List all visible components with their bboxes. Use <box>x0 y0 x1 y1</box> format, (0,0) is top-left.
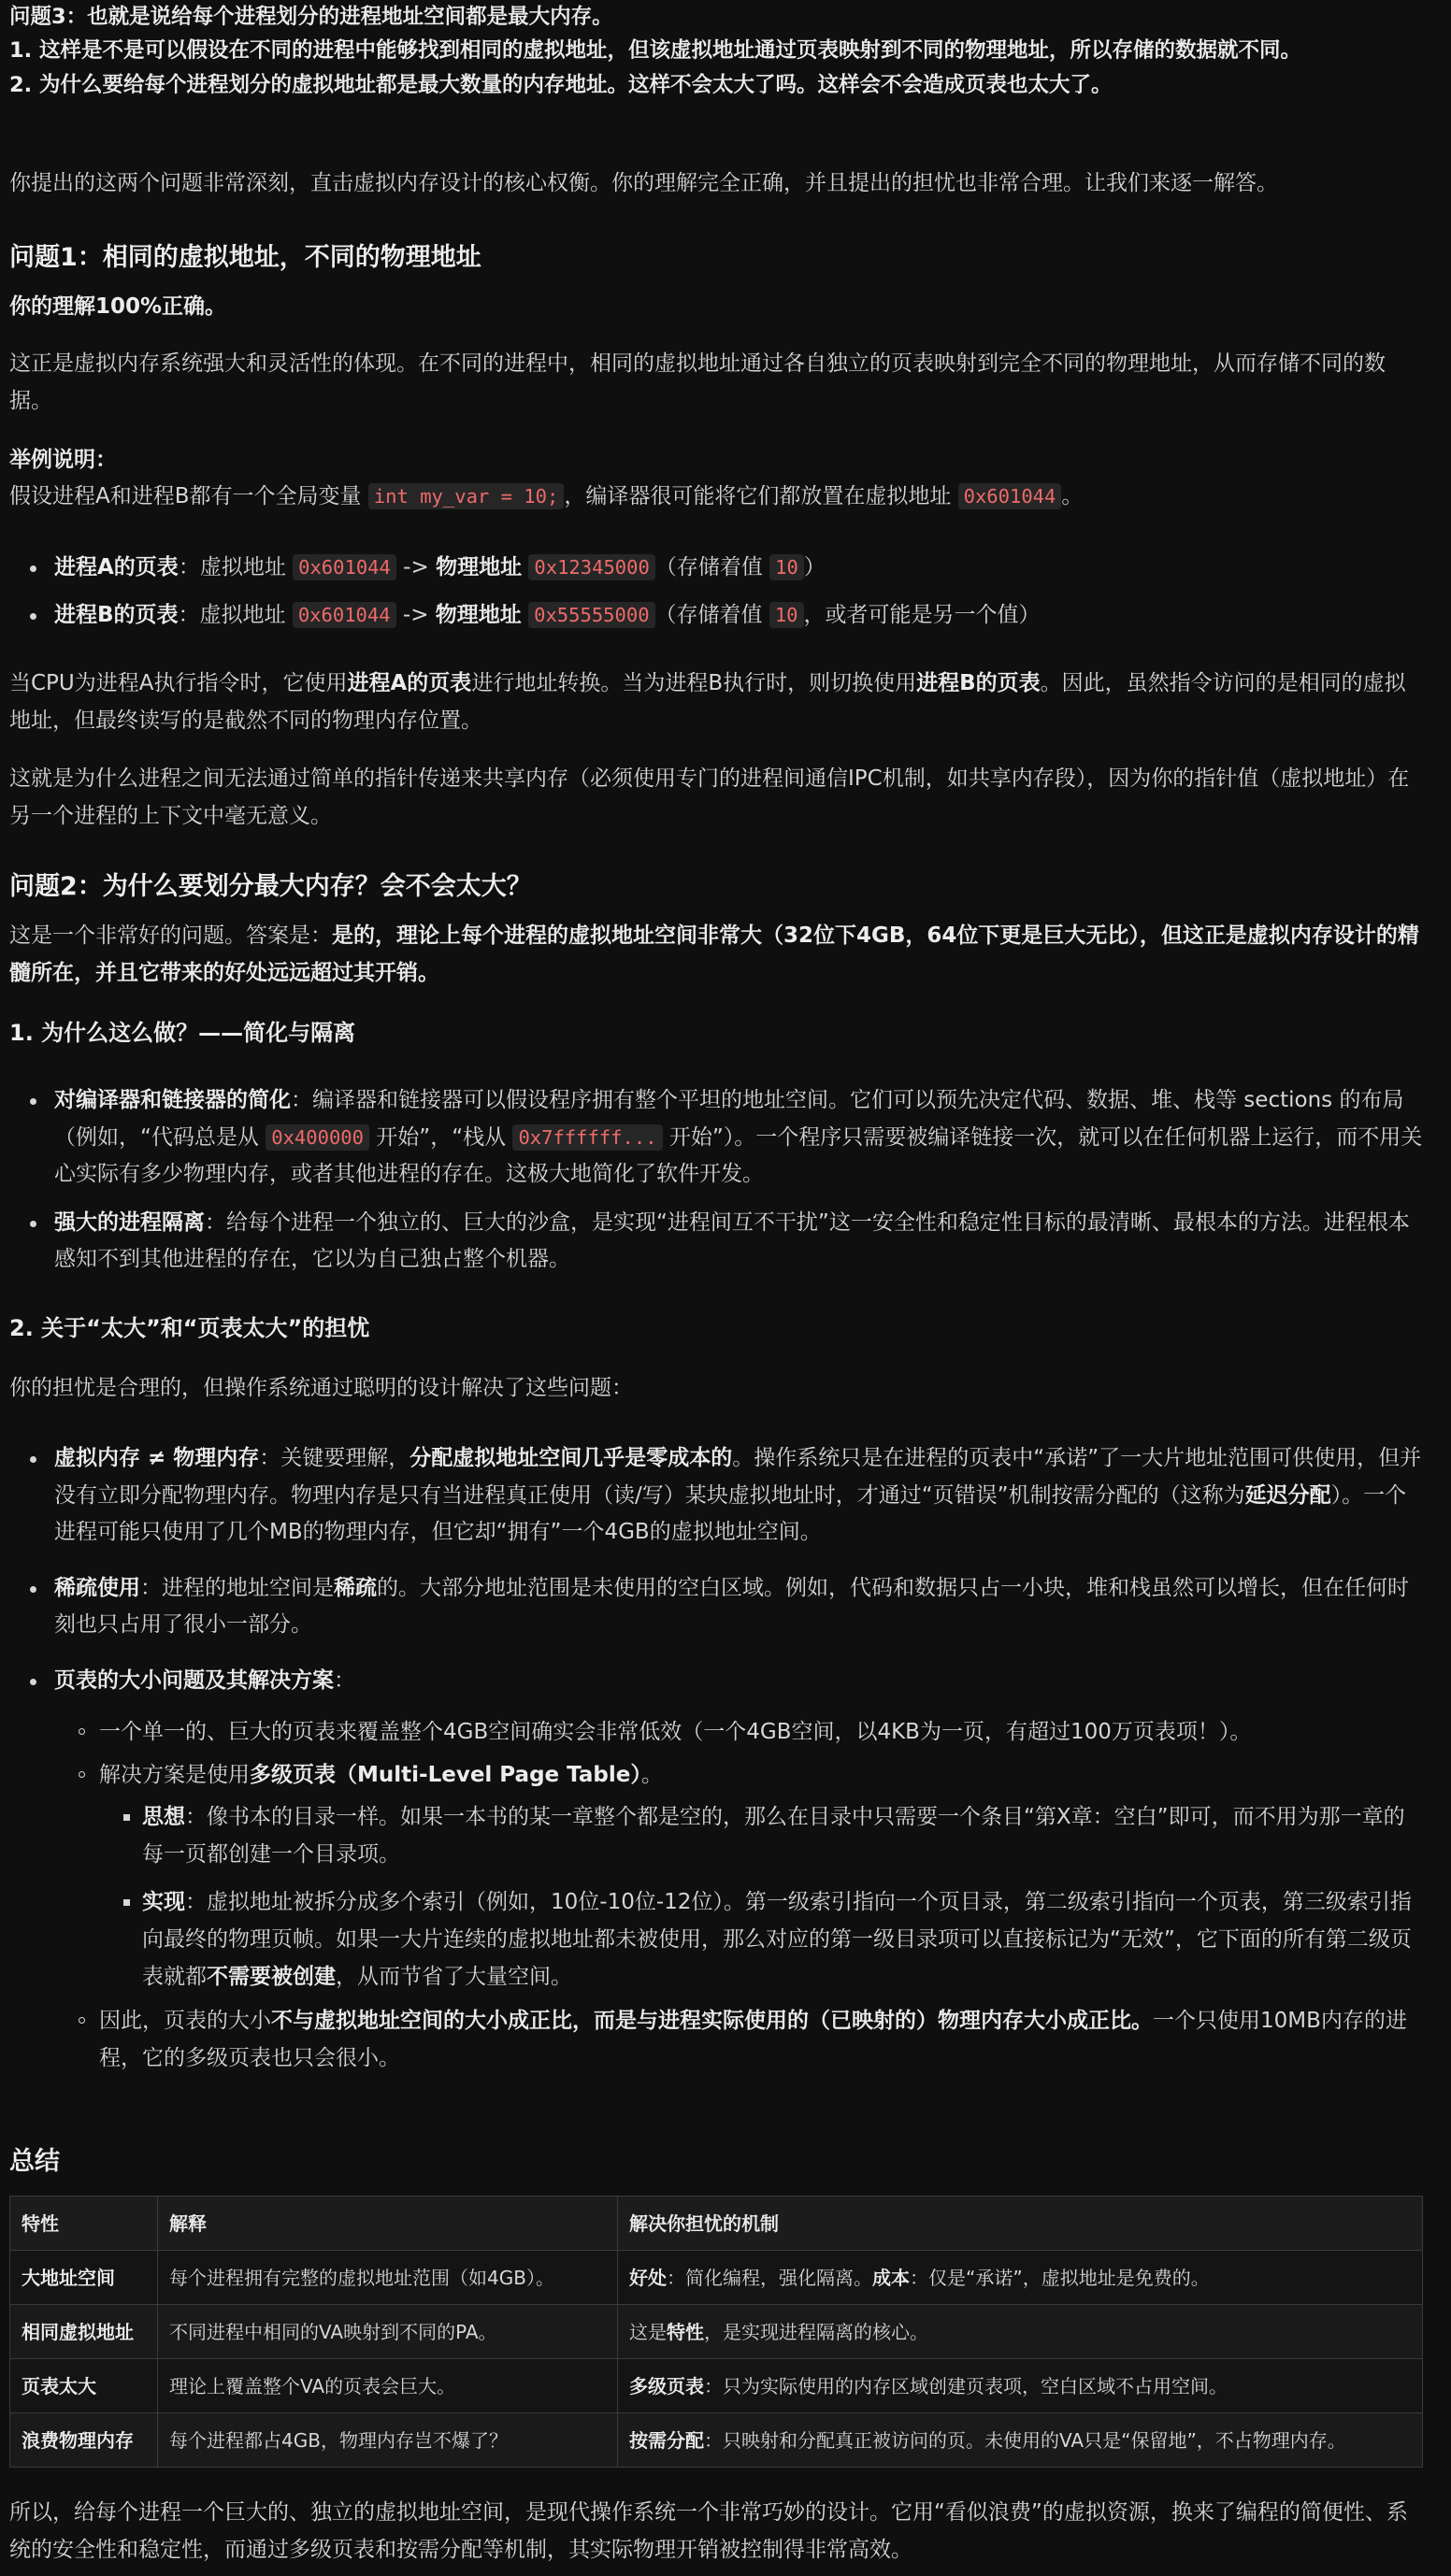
page-table-list <box>9 550 1423 646</box>
table-row: 浪费物理内存 每个进程都占4GB，物理内存岂不爆了？ 按需分配：只映射和分配真正被访问的页。未使用的VA只是“保留地”，不占物理内存。 <box>10 2413 1423 2468</box>
summary-heading: 总结 <box>9 2147 60 2176</box>
table-row: 大地址空间 每个进程拥有完整的虚拟地址范围（如4GB）。 好处：简化编程，强化隔离。成本：仅是“承诺”，虚拟地址是免费的。 <box>10 2251 1423 2305</box>
question-line-2: 2. 为什么要给每个进程划分的虚拟地址都是最大数量的内存地址。这样不会太大了吗。这样会不会造成页表也太大了。 <box>9 72 1113 97</box>
answer-paragraph: 这是一个非常好的问题。答案是：是的，理论上每个进程的虚拟地址空间非常大（32位下4GB，64位下更是巨大无比），但这正是虚拟内存设计的精髓所在，并且它带来的好处远远超过其开销。 <box>9 923 1419 985</box>
list-item: 一个单一的、巨大的页表来覆盖整个4GB空间确实会非常低效（一个4GB空间，以4KB为一页，有超过100万页表项！）。 <box>54 1714 1423 1752</box>
page-table-sublist <box>54 1714 1423 2077</box>
multilevel-sublist <box>99 1799 1423 1996</box>
section-1-paragraph: 这正是虚拟内存系统强大和灵活性的体现。在不同的进程中，相同的虚拟地址通过各自独立的页表映射到完全不同的物理地址，从而存储不同的数据。 <box>9 351 1386 413</box>
table-row: 相同虚拟地址 不同进程中相同的VA映射到不同的PA。 这是特性，是实现进程隔离的核心。 <box>10 2305 1423 2359</box>
question-title: 问题3：也就是说给每个进程划分的进程地址空间都是最大内存。 <box>9 5 613 29</box>
list-item: 进程B的页表：虚拟地址 0x601044 -> 物理地址 0x55555000 （存储着值 10 ，或者可能是另一个值） <box>9 597 1423 635</box>
code-addr: 0x601044 <box>958 483 1062 509</box>
section-2-heading: 问题2：为什么要划分最大内存？会不会太大？ <box>9 872 532 901</box>
list-item: 强大的进程隔离：给每个进程一个独立的、巨大的沙盒，是实现“进程间互不干扰”这一安全性和稳定性目标的最清晰、最根本的方法。进程根本感知不到其他进程的存在，它以为自己独占整个机器。 <box>9 1205 1423 1279</box>
cpu-paragraph: 当CPU为进程A执行指令时，它使用进程A的页表进行地址转换。当为进程B执行时，则切换使用进程B的页表。因此，虽然指令访问的是相同的虚拟地址，但最终读写的是截然不同的物理内存位置。 <box>9 671 1406 733</box>
column-header: 解决你担忧的机制 <box>618 2197 1423 2251</box>
example-paragraph: 假设进程A和进程B都有一个全局变量 int my_var = 10; ，编译器很可能将它们都放置在虚拟地址 0x601044 。 <box>9 484 1084 508</box>
list-item: 实现：虚拟地址被拆分成多个索引（例如，10位-10位-12位）。第一级索引指向一个页目录，第二级索引指向一个页表，第三级索引指向最终的物理页帧。如果一大片连续的虚拟地址都未被使用，那么对应的第一级目录项可以直接标记为“无效”，它下面的所有第二级页表就都不需要被创建，从而节省了大量空间。 <box>99 1884 1423 1996</box>
solution-list <box>9 1440 1423 2089</box>
question-line-1: 1. 这样是不是可以假设在不同的进程中能够找到相同的虚拟地址，但该虚拟地址通过页表映射到不同的物理地址，所以存储的数据就不同。 <box>9 38 1302 64</box>
list-item: 解决方案是使用多级页表（Multi-Level Page Table）。 思想：像书本的目录一样。如果一本书的某一章整个都是空的，那么在目录中只需要一个条目“第X章：空白”即可，而不用为那一章的每一页都创建一个目录项。 实现：虚拟地址被拆分成多个索引（例如，10位-10位-12位）。第一级索引指向一个页目录，第二级索引指向一个页表，第三级索引指向最终的物理页帧。如果一大片连续的虚拟地址都未被使用，那么对应的第一级目录项可以直接标记为“无效”，它下面的所有第二级页表就都不需要被创建，从而节省了大量空间。 <box>54 1757 1423 1996</box>
confirm-text: 你的理解100%正确。 <box>9 294 227 319</box>
column-header: 解释 <box>158 2197 618 2251</box>
user-question <box>9 0 1423 102</box>
intro-paragraph: 你提出的这两个问题非常深刻，直击虚拟内存设计的核心权衡。你的理解完全正确，并且提出的担忧也非常合理。让我们来逐一解答。 <box>9 171 1278 195</box>
summary-table <box>9 2196 1423 2468</box>
concern-paragraph: 你的担忧是合理的，但操作系统通过聪明的设计解决了这些问题： <box>9 1376 633 1400</box>
table-row: 页表太大 理论上覆盖整个VA的页表会巨大。 多级页表：只为实际使用的内存区域创建页表项，空白区域不占用空间。 <box>10 2359 1423 2413</box>
benefit-list <box>9 1082 1423 1291</box>
example-label: 举例说明： <box>9 448 117 472</box>
list-item: 思想：像书本的目录一样。如果一本书的某一章整个都是空的，那么在目录中只需要一个条目“第X章：空白”即可，而不用为那一章的每一页都创建一个目录项。 <box>99 1799 1423 1873</box>
column-header: 特性 <box>10 2197 158 2251</box>
section-1-heading: 问题1：相同的虚拟地址，不同的物理地址 <box>9 243 481 272</box>
list-item: 稀疏使用：进程的地址空间是稀疏的。大部分地址范围是未使用的空白区域。例如，代码和数据只占一小块，堆和栈虽然可以增长，但在任何时刻也只占用了很小一部分。 <box>9 1570 1423 1644</box>
pointer-paragraph: 这就是为什么进程之间无法通过简单的指针传递来共享内存（必须使用专门的进程间通信IPC机制，如共享内存段），因为你的指针值（虚拟地址）在另一个进程的上下文中毫无意义。 <box>9 766 1410 828</box>
summary-table-wrap <box>9 2196 1423 2468</box>
list-item: 虚拟内存 ≠ 物理内存：关键要理解，分配虚拟地址空间几乎是零成本的。操作系统只是在进程的页表中“承诺”了一大片地址范围可供使用，但并没有立即分配物理内存。物理内存是只有当进程真正使用（读/写）某块虚拟地址时，才通过“页错误”机制按需分配的（这称为延迟分配）。一个进程可能只使用了几个MB的物理内存，但它却“拥有”一个4GB的虚拟地址空间。 <box>9 1440 1423 1552</box>
list-item: 进程A的页表：虚拟地址 0x601044 -> 物理地址 0x12345000 （存储着值 10 ） <box>9 550 1423 587</box>
table-header-row <box>10 2197 1423 2251</box>
subheading-concern: 2. 关于“太大”和“页表太大”的担忧 <box>9 1315 370 1341</box>
list-item: 对编译器和链接器的简化：编译器和链接器可以假设程序拥有整个平坦的地址空间。它们可以预先决定代码、数据、堆、栈等 sections 的布局（例如，“代码总是从 0x400000 开始”，“栈从 0x7ffffff... 开始”）。一个程序只需要被编译链接一次，就可以在任何机器上运行，而不用关心实际有多少物理内存，或者其他进程的存在。这极大地简化了软件开发。 <box>9 1082 1423 1194</box>
subheading-simplify: 1. 为什么这么做？——简化与隔离 <box>9 1020 356 1046</box>
list-item: 因此，页表的大小不与虚拟地址空间的大小成正比，而是与进程实际使用的（已映射的）物理内存大小成正比。一个只使用10MB内存的进程，它的多级页表也只会很小。 <box>54 2003 1423 2077</box>
conclusion-paragraph: 所以，给每个进程一个巨大的、独立的虚拟地址空间，是现代操作系统一个非常巧妙的设计。它用“看似浪费”的虚拟资源，换来了编程的简便性、系统的安全性和稳定性，而通过多级页表和按需分配等机制，其实际物理开销被控制得非常高效。 <box>9 2500 1408 2562</box>
code-var: int my_var = 10; <box>368 483 564 509</box>
list-item: 页表的大小问题及其解决方案： 一个单一的、巨大的页表来覆盖整个4GB空间确实会非常低效（一个4GB空间，以4KB为一页，有超过100万页表项！）。 解决方案是使用多级页表（Multi-Level Page Table）。 思想：像书本的目录一样。如果一本书的某一章整个都是空的，那么在目录中只需要一个条目“第X章：空白”即可，而不用为那一章的每一页都创建一个目录项。 实现：虚拟地址被拆分成多个索引（例如，10位-10位-12位）。第一级索引指向一个页目录，第二级索引指向一个页表，第三级索引指向最终的物理页帧。如果一大片连续的虚拟地址都未被使用，那么对应的第一级目录项可以直接标记为“无效”，它下面的所有第二级页表就都不需要被创建，从而节省了大量空间。 因此，页表的大小不与虚拟地址空间的大小成正比，而是与进程实际使用的（已映射的）物理内存大小成正比。一个只使用10MB内存的进程，它的多级页表也只会很小。 <box>9 1663 1423 2077</box>
